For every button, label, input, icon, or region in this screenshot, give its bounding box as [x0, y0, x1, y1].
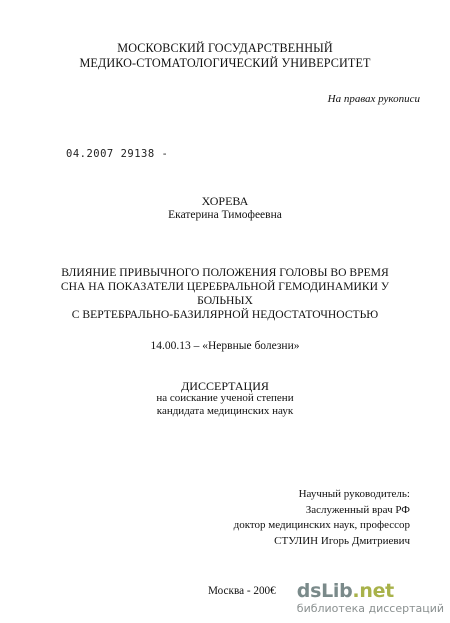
degree-line-2: кандидата медицинских наук: [156, 405, 294, 417]
dslib-logo-main: dsLib: [296, 580, 353, 602]
supervisor-line-3: доктор медицинских наук, профессор: [233, 519, 410, 531]
dslib-watermark[interactable]: [297, 582, 444, 614]
title-line-4: С ВЕРТЕБРАЛЬНО-БАЗИЛЯРНОЙ НЕДОСТАТОЧНОСТЬЮ: [71, 308, 379, 321]
specialty-code: 14.00.13 – «Нервные болезни»: [150, 340, 300, 352]
university-line-2: МЕДИКО-СТОМАТОЛОГИЧЕСКИЙ УНИВЕРСИТЕТ: [79, 56, 371, 70]
catalog-code: 04.2007 29138 -: [66, 148, 169, 160]
university-heading: [0, 41, 450, 71]
supervisor-block: [234, 487, 410, 549]
dissertation-label: ДИССЕРТАЦИЯ: [181, 379, 269, 393]
dslib-tagline: библиотека диссертаций: [296, 602, 444, 615]
author-surname: ХОРЕВА: [201, 194, 249, 208]
degree-line-1: на соискание ученой степени: [156, 392, 294, 404]
manuscript-note: На правах рукописи: [327, 93, 420, 105]
university-line-1: МОСКОВСКИЙ ГОСУДАРСТВЕННЫЙ: [117, 41, 333, 55]
dslib-logo-suffix: .net: [352, 580, 394, 602]
dslib-logo: [297, 580, 394, 602]
supervisor-line-1: Научный руководитель:: [298, 488, 410, 500]
degree-description: [0, 392, 450, 418]
title-line-3: БОЛЬНЫХ: [197, 294, 253, 307]
city-year: Москва - 200€: [208, 585, 276, 597]
supervisor-line-4: СТУЛИН Игорь Дмитриевич: [274, 534, 410, 547]
title-line-1: ВЛИЯНИЕ ПРИВЫЧНОГО ПОЛОЖЕНИЯ ГОЛОВЫ ВО ВРЕМЯ: [61, 266, 389, 279]
supervisor-line-2: Заслуженный врач РФ: [305, 503, 410, 516]
dissertation-title: [0, 266, 450, 322]
title-line-2: СНА НА ПОКАЗАТЕЛИ ЦЕРЕБРАЛЬНОЙ ГЕМОДИНАМИКИ У: [60, 280, 390, 293]
author-name: Екатерина Тимофеевна: [168, 209, 282, 221]
